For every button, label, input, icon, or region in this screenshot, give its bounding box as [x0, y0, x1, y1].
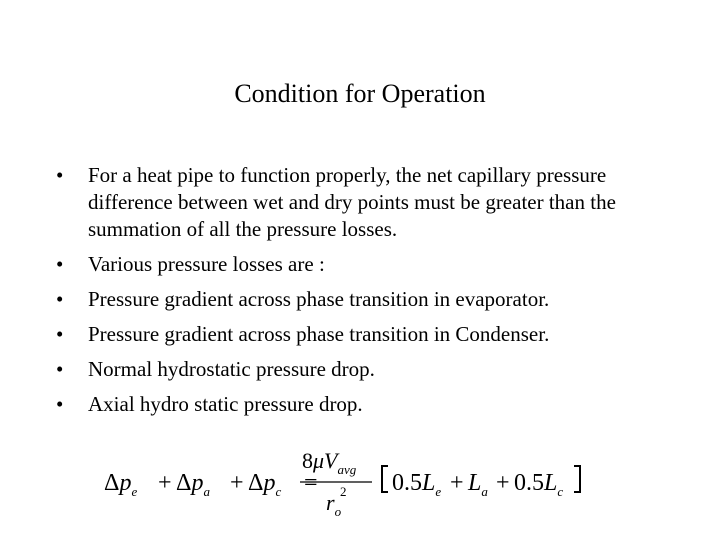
bullet-list	[56, 162, 676, 426]
bullet-item	[56, 391, 676, 418]
delta-pc: $\Delta p_c$	[248, 470, 282, 499]
bullet-item	[56, 286, 676, 313]
delta-pe: $\Delta p_e$	[104, 470, 138, 499]
bullet-dot: •	[56, 357, 64, 381]
left-bracket	[382, 466, 388, 492]
equation-graphic	[104, 442, 604, 522]
fraction-numerator: $8\mu V_{avg}$	[302, 448, 357, 477]
exponent-2: 2	[340, 484, 347, 499]
bullet-item	[56, 162, 676, 243]
plus-sign: +	[496, 470, 510, 496]
term-la: $L_a$	[468, 470, 488, 499]
bullet-text: Various pressure losses are :	[88, 252, 325, 276]
bullet-text: Normal hydrostatic pressure drop.	[88, 357, 375, 381]
bullet-dot: •	[56, 252, 64, 276]
bullet-item	[56, 251, 676, 278]
bullet-text: For a heat pipe to function properly, the net capillary pressure difference between wet and dry points must be greater than the summation of all the pressure losses.	[88, 163, 616, 241]
bullet-text: Pressure gradient across phase transition in Condenser.	[88, 322, 550, 346]
bullet-dot: •	[56, 322, 64, 346]
fraction-denominator: $r_o$	[326, 490, 342, 519]
bullet-dot: •	[56, 287, 64, 311]
bullet-text: Axial hydro static pressure drop.	[88, 392, 363, 416]
bullet-item	[56, 356, 676, 383]
plus-sign: +	[230, 470, 244, 496]
pressure-balance-equation	[104, 442, 604, 522]
bullet-dot: •	[56, 392, 64, 416]
term-half-le: $0.5L_e$	[392, 470, 442, 499]
bullet-dot: •	[56, 163, 64, 187]
equals-sign: =	[304, 470, 318, 496]
delta-pa: $\Delta p_a$	[176, 470, 210, 499]
term-half-lc: $0.5L_c$	[514, 470, 564, 499]
right-bracket	[574, 466, 580, 492]
plus-sign: +	[450, 470, 464, 496]
bullet-item	[56, 321, 676, 348]
plus-sign: +	[158, 470, 172, 496]
bullet-text: Pressure gradient across phase transition in evaporator.	[88, 287, 550, 311]
slide-title: Condition for Operation	[234, 79, 486, 108]
